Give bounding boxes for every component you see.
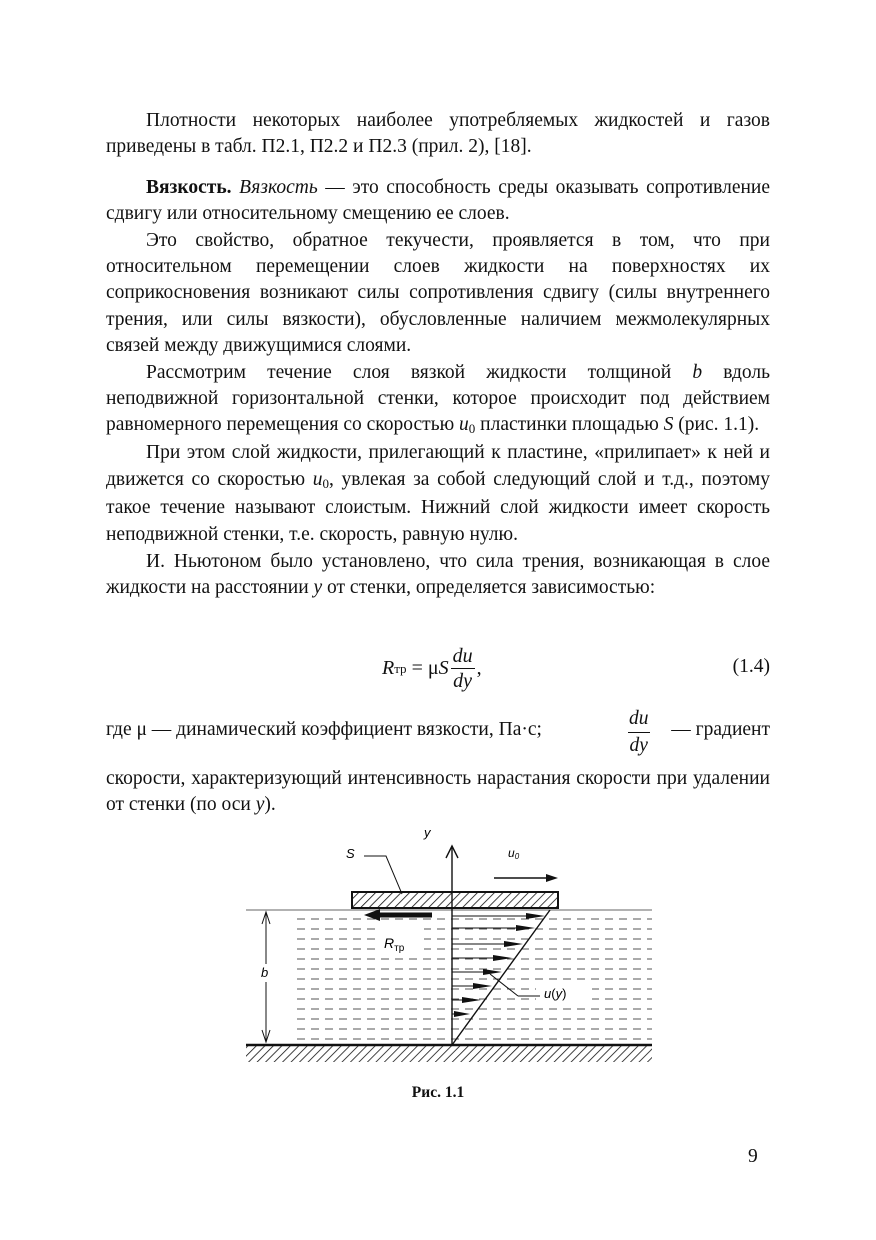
var-u0-sub: 0 bbox=[468, 421, 476, 437]
formula-fraction bbox=[451, 644, 475, 693]
text-run: И. Ньютоном было установлено, что сила трения, возникающая в слое жидкости на расстоянии bbox=[106, 550, 770, 598]
label-u0 bbox=[508, 846, 520, 861]
paragraph-property-text: Это свойство, обратное текучести, проявляется в том, что при относительном перемещении слоев жидкости на поверхностях их соприкосновения возникают силы сопротивления сдвигу (силы внутреннего трения, или силы вязкости), обусловленные наличием межмолекулярных связей между движущимися слоями. bbox=[106, 229, 770, 357]
paragraph-property bbox=[106, 228, 770, 360]
text-run: вдоль неподвижной горизонтальной стенки, которое происходит под действием равномерного перемещения со скоростью bbox=[106, 361, 770, 436]
label-S: S bbox=[346, 846, 355, 861]
body-text bbox=[106, 108, 770, 601]
gradient-numerator: du bbox=[628, 706, 650, 733]
figure-caption: Рис. 1.1 bbox=[411, 1084, 465, 1101]
text-run: Рассмотрим течение слоя вязкой жидкости толщиной bbox=[146, 361, 693, 383]
paragraph-densities-text: Плотности некоторых наиболее употребляемых жидкостей и газов приведены в табл. П2.1, П2.2 и П2.3 (прил. 2), [18]. bbox=[106, 110, 770, 158]
formula-comma: , bbox=[476, 657, 482, 679]
paragraph-densities bbox=[106, 108, 770, 161]
paragraph-gradient bbox=[106, 766, 770, 819]
text-run: скорости, характеризующий интенсивность нарастания скорости при удалении от стенки (по оси bbox=[106, 768, 770, 816]
wall-hatch bbox=[246, 1046, 652, 1062]
liquid-layer bbox=[292, 910, 652, 1044]
label-uy-y: y bbox=[555, 986, 563, 1001]
formula-equals-mu: = μ bbox=[406, 657, 439, 679]
equation-number: (1.4) bbox=[732, 656, 770, 677]
u0-arrowhead bbox=[546, 874, 558, 882]
where-text: где μ — динамический коэффициент вязкости, Па·с; bbox=[106, 719, 542, 740]
var-u0: u bbox=[459, 414, 469, 436]
gradient-denominator: dy bbox=[629, 735, 648, 756]
formula-R: R bbox=[382, 657, 395, 679]
label-b: b bbox=[261, 965, 269, 980]
var-u0: u bbox=[312, 469, 323, 491]
definition-text: — это способность среды оказывать сопротивление сдвигу или относительному смещению ее слоев. bbox=[106, 176, 770, 225]
text-run: пластинки площадью bbox=[475, 414, 664, 436]
leader-S bbox=[364, 856, 402, 894]
label-u0-sub: 0 bbox=[514, 852, 520, 861]
label-uy-paren: ) bbox=[562, 986, 567, 1001]
term-viscosity: Вязкость bbox=[239, 176, 318, 198]
var-S: S bbox=[663, 414, 674, 436]
equation-body: R тр = μ S $\frac{du}{dy}$ , bbox=[382, 645, 482, 692]
gradient-word: — градиент bbox=[671, 719, 770, 740]
text-run: При этом слой жидкости, прилегающий к пластине, «прилипает» к ней и движется со скоростью bbox=[106, 441, 770, 491]
paragraph-flow bbox=[106, 360, 770, 439]
label-uy-u: u bbox=[544, 986, 552, 1001]
page-number: 9 bbox=[748, 1146, 758, 1167]
text-run: , увлекая за собой следующий слой и т.д., поэтому такое течение называют слоистым. Нижний слой жидкости имеет скорость неподвижной стенки, т.е. скорость, равную нулю. bbox=[106, 469, 770, 546]
label-R-letter: R bbox=[384, 935, 395, 951]
var-b: b bbox=[692, 361, 703, 383]
var-y: y bbox=[313, 576, 323, 598]
text-run: от стенки, определяется зависимостью: bbox=[322, 576, 656, 598]
label-u0-letter: u bbox=[508, 846, 515, 860]
equation-1-4 bbox=[106, 640, 770, 700]
label-uy bbox=[544, 986, 566, 1001]
fraction-denominator: dy bbox=[453, 670, 473, 692]
moving-plate bbox=[352, 892, 558, 908]
fraction-numerator: du bbox=[452, 645, 473, 667]
text-run: ). bbox=[264, 794, 276, 816]
paragraph-viscosity-definition bbox=[106, 175, 770, 228]
var-y: y bbox=[255, 794, 265, 816]
var-u0-sub: 0 bbox=[322, 476, 329, 492]
formula-S: S bbox=[438, 657, 449, 679]
label-uy-paren: ( bbox=[551, 986, 556, 1001]
label-y: y bbox=[424, 825, 431, 840]
where-line bbox=[106, 706, 770, 764]
paragraph-layers bbox=[106, 439, 770, 549]
label-R-sub: тр bbox=[394, 943, 405, 954]
gradient-fraction bbox=[628, 706, 650, 759]
figure-1-1 bbox=[240, 824, 660, 1070]
paragraph-newton bbox=[106, 549, 770, 602]
text-run: (рис. 1.1). bbox=[673, 414, 760, 436]
heading-viscosity: Вязкость. bbox=[146, 176, 232, 198]
